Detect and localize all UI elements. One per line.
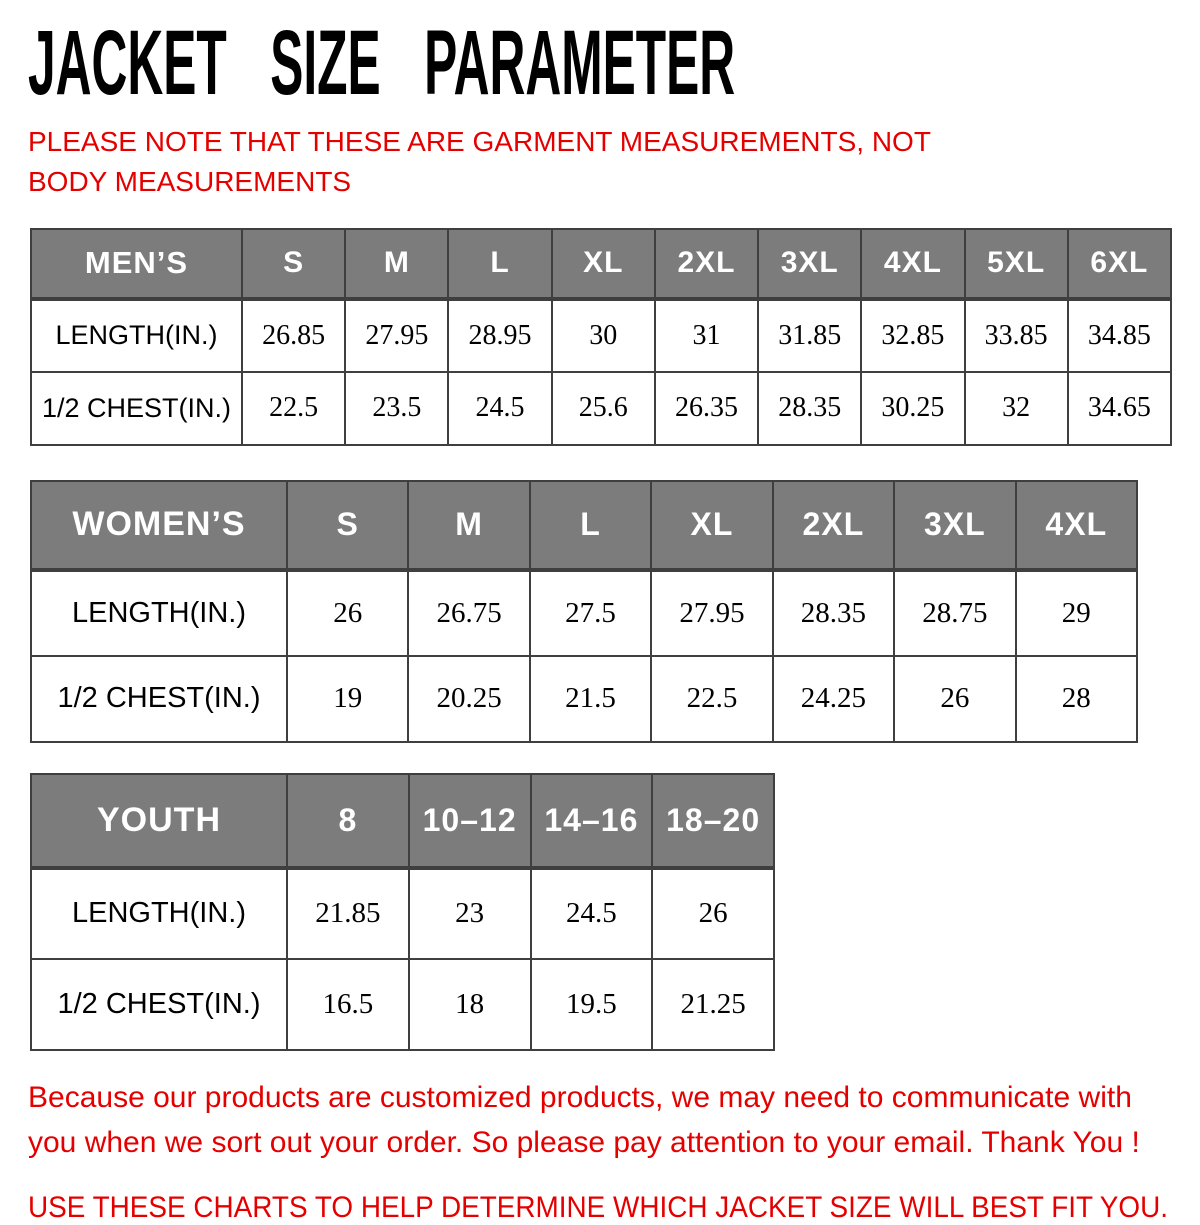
size-column-header: M [408, 481, 529, 570]
measurement-value: 21.25 [652, 959, 774, 1050]
page-title: JACKET SIZE PARAMETER [28, 12, 736, 114]
size-column-header: 18–20 [652, 774, 774, 868]
size-column-header: 3XL [894, 481, 1015, 570]
measurement-value: 28 [1016, 656, 1137, 742]
row-label: LENGTH(IN.) [31, 570, 287, 656]
measurement-value: 18 [409, 959, 531, 1050]
measurement-value: 28.35 [758, 372, 861, 445]
table-row [31, 656, 1137, 742]
measurement-value: 19.5 [531, 959, 653, 1050]
measurement-value: 22.5 [242, 372, 345, 445]
measurement-value: 28.95 [448, 299, 551, 372]
measurement-value: 32 [965, 372, 1068, 445]
size-column-header: M [345, 229, 448, 299]
measurement-value: 26.75 [408, 570, 529, 656]
table-row [31, 959, 774, 1050]
measurement-value: 30.25 [861, 372, 964, 445]
size-column-header: L [530, 481, 651, 570]
size-table-youth [30, 773, 775, 1051]
measurement-value: 29 [1016, 570, 1137, 656]
measurement-value: 24.25 [773, 656, 894, 742]
measurement-value: 33.85 [965, 299, 1068, 372]
size-table-mens [30, 228, 1172, 446]
size-column-header: 2XL [773, 481, 894, 570]
measurement-value: 25.6 [552, 372, 655, 445]
measurement-value: 23 [409, 868, 531, 959]
measurement-value: 32.85 [861, 299, 964, 372]
table-group-header: MEN’S [31, 229, 242, 299]
measurement-value: 24.5 [448, 372, 551, 445]
measurement-value: 21.85 [287, 868, 409, 959]
size-column-header: 4XL [1016, 481, 1137, 570]
table-group-header: YOUTH [31, 774, 287, 868]
row-label: 1/2 CHEST(IN.) [31, 959, 287, 1050]
size-column-header: S [287, 481, 408, 570]
row-label: LENGTH(IN.) [31, 299, 242, 372]
row-label: 1/2 CHEST(IN.) [31, 656, 287, 742]
size-column-header: 4XL [861, 229, 964, 299]
size-column-header: XL [552, 229, 655, 299]
measurement-value: 27.5 [530, 570, 651, 656]
measurement-value: 26.35 [655, 372, 758, 445]
custom-order-note: Because our products are customized products, we may need to communicate with you when we sort out your order. So please pay attention to your email. Thank You ! [28, 1080, 1140, 1159]
size-column-header: S [242, 229, 345, 299]
measurement-value: 26 [287, 570, 408, 656]
measurement-value: 31.85 [758, 299, 861, 372]
measurement-value: 21.5 [530, 656, 651, 742]
garment-measurement-note: PLEASE NOTE THAT THESE ARE GARMENT MEASUREMENTS, NOT BODY MEASUREMENTS [28, 126, 931, 197]
table-row [31, 372, 1171, 445]
size-tables [28, 228, 1176, 1051]
size-table-womens [30, 480, 1138, 743]
table-row [31, 868, 774, 959]
table-row [31, 570, 1137, 656]
measurement-value: 23.5 [345, 372, 448, 445]
measurement-value: 34.85 [1068, 299, 1171, 372]
size-column-header: 3XL [758, 229, 861, 299]
measurement-value: 31 [655, 299, 758, 372]
size-column-header: 2XL [655, 229, 758, 299]
measurement-value: 19 [287, 656, 408, 742]
size-column-header: 6XL [1068, 229, 1171, 299]
size-column-header: 5XL [965, 229, 1068, 299]
row-label: LENGTH(IN.) [31, 868, 287, 959]
size-column-header: 10–12 [409, 774, 531, 868]
size-column-header: L [448, 229, 551, 299]
row-label: 1/2 CHEST(IN.) [31, 372, 242, 445]
table-group-header: WOMEN’S [31, 481, 287, 570]
measurement-value: 30 [552, 299, 655, 372]
size-column-header: 8 [287, 774, 409, 868]
measurement-value: 28.35 [773, 570, 894, 656]
measurement-value: 22.5 [651, 656, 772, 742]
measurement-value: 34.65 [1068, 372, 1171, 445]
chart-usage-note: USE THESE CHARTS TO HELP DETERMINE WHICH JACKET SIZE WILL BEST FIT YOU. [28, 1190, 1169, 1224]
measurement-value: 26 [894, 656, 1015, 742]
measurement-value: 26.85 [242, 299, 345, 372]
size-column-header: 14–16 [531, 774, 653, 868]
measurement-value: 16.5 [287, 959, 409, 1050]
size-column-header: XL [651, 481, 772, 570]
measurement-value: 28.75 [894, 570, 1015, 656]
measurement-value: 20.25 [408, 656, 529, 742]
measurement-value: 24.5 [531, 868, 653, 959]
measurement-value: 27.95 [345, 299, 448, 372]
measurement-value: 26 [652, 868, 774, 959]
table-row [31, 299, 1171, 372]
measurement-value: 27.95 [651, 570, 772, 656]
